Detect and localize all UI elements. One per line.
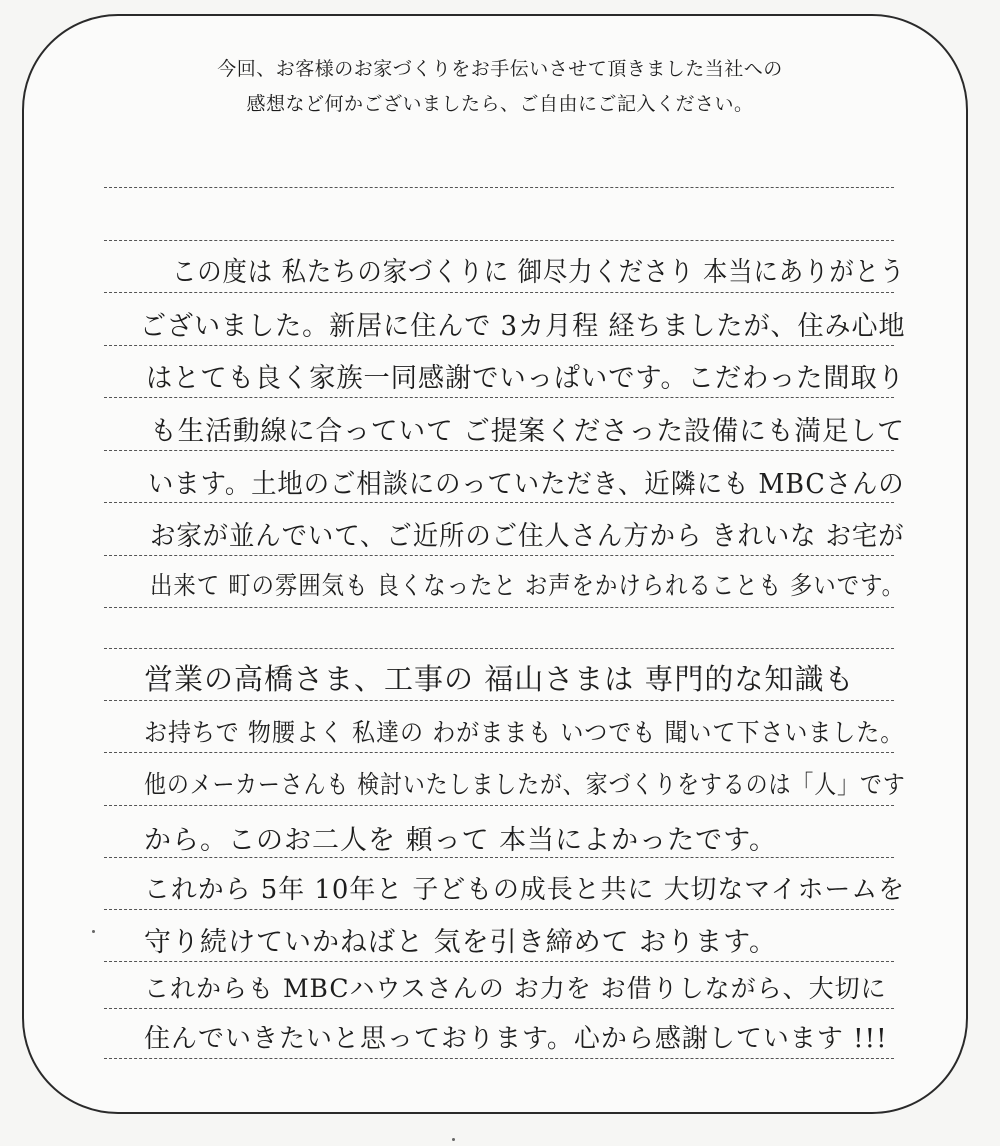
prompt-line-1: 今回、お客様のお家づくりをお手伝いさせて頂きました当社への	[217, 58, 783, 80]
handwritten-line: から。このお二人を 頼って 本当によかったです。	[144, 825, 778, 856]
writing-line	[104, 805, 894, 806]
writing-line	[104, 857, 894, 858]
handwritten-line: ございました。新居に住んで 3カ月程 経ちましたが、住み心地	[140, 311, 906, 342]
writing-line	[104, 555, 894, 556]
writing-line	[104, 345, 894, 346]
writing-line	[104, 292, 894, 293]
writing-line	[104, 187, 894, 188]
survey-prompt	[0, 52, 1000, 122]
handwritten-line: 守り続けていかねばと 気を引き締めて おります。	[144, 927, 778, 958]
handwritten-line: 住んでいきたいと思っております。心から感謝しています !!!	[144, 1024, 888, 1054]
handwritten-line: も生活動線に合っていて ご提案くださった設備にも満足して	[150, 416, 905, 447]
prompt-line-2: 感想など何かございましたら、ご自由にご記入ください。	[246, 93, 754, 115]
writing-line	[104, 450, 894, 451]
writing-line	[104, 961, 894, 962]
handwritten-line: 他のメーカーさんも 検討いたしましたが、家づくりをするのは「人」です	[144, 770, 906, 799]
paper-speck	[92, 930, 95, 933]
handwritten-line: います。土地のご相談にのっていただき、近隣にも MBCさんの	[148, 469, 905, 500]
handwritten-line: お持ちで 物腰よく 私達の わがままも いつでも 聞いて下さいました。	[144, 718, 905, 747]
writing-line	[104, 397, 894, 398]
paper-speck	[452, 1138, 455, 1141]
writing-line	[104, 700, 894, 701]
handwritten-line: はとても良く家族一同感謝でいっぱいです。こだわった間取り	[146, 363, 905, 394]
handwritten-line: これからも MBCハウスさんの お力を お借りしながら、大切に	[144, 974, 887, 1003]
writing-line	[104, 752, 894, 753]
writing-line	[104, 1058, 894, 1059]
writing-line	[104, 607, 894, 608]
handwritten-line: この度は 私たちの家づくりに 御尽力くださり 本当にありがとう	[172, 257, 906, 288]
writing-line	[104, 502, 894, 503]
handwritten-line: 営業の高橋さま、工事の 福山さまは 専門的な知識も	[144, 662, 855, 696]
writing-line	[104, 1008, 894, 1009]
writing-line	[104, 648, 894, 649]
handwritten-line: これから 5年 10年と 子どもの成長と共に 大切なマイホームを	[144, 875, 906, 905]
writing-line	[104, 909, 894, 910]
writing-line	[104, 240, 894, 241]
handwritten-line: 出来て 町の雰囲気も 良くなったと お声をかけられることも 多いです。	[150, 571, 905, 600]
handwritten-line: お家が並んでいて、ご近所のご住人さん方から きれいな お宅が	[150, 521, 905, 552]
